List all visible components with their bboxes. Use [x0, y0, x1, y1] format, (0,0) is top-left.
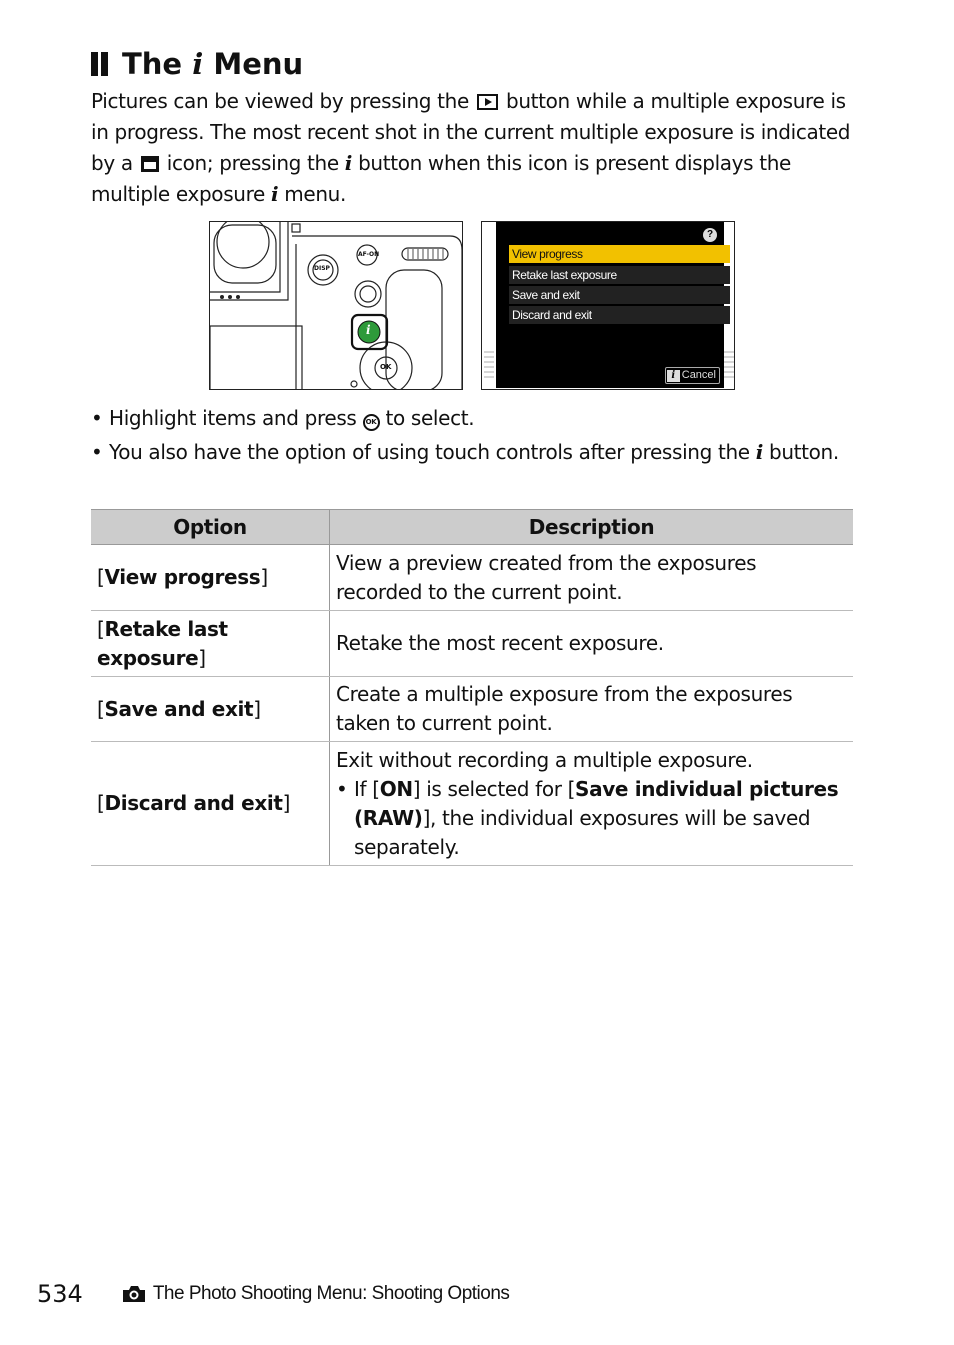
description-cell: Exit without recording a multiple exposure. • If [ON] is selected for [Save individual pictures (RAW)], the individual exposures will be saved separately. — [330, 742, 854, 866]
sub-bullet: • If [ON] is selected for [Save individual pictures (RAW)], the individual exposures will be saved separately. — [336, 776, 839, 859]
ok-button-label: OK — [380, 363, 392, 371]
multiple-exposure-icon — [141, 156, 159, 172]
options-table — [91, 509, 853, 866]
option-cell: [View progress] — [91, 545, 330, 611]
bullet-item: • You also have the option of using touch controls after pressing the i button. — [91, 440, 839, 464]
i-button-glyph: i — [192, 47, 204, 81]
menu-item-discard-and-exit[interactable]: Discard and exit — [509, 306, 730, 324]
option-cell: [Discard and exit] — [91, 742, 330, 866]
i-button-glyph: i — [344, 151, 353, 175]
description-cell: Create a multiple exposure from the exposures taken to current point. — [330, 677, 854, 742]
monitor-screen-illustration — [481, 221, 735, 390]
section-marker-icon — [91, 52, 108, 76]
option-cell: [Save and exit] — [91, 677, 330, 742]
description-cell: View a preview created from the exposures recorded to the current point. — [330, 545, 854, 611]
description-cell: Retake the most recent exposure. — [330, 611, 854, 677]
i-button-glyph: i — [755, 440, 763, 464]
table-row — [91, 611, 853, 677]
disp-button-label: DISP — [314, 265, 330, 272]
menu-item-view-progress[interactable]: View progress — [509, 245, 730, 263]
column-header-option: Option — [91, 510, 330, 545]
column-header-description: Description — [330, 510, 854, 545]
camera-back-illustration — [209, 221, 463, 390]
page-number: 534 — [37, 1280, 83, 1308]
playback-button-icon — [477, 94, 498, 110]
camera-icon — [121, 1284, 147, 1304]
option-cell: [Retake last exposure] — [91, 611, 330, 677]
i-button-glyph: i — [667, 370, 680, 382]
camera-body-drawing — [210, 222, 463, 390]
af-on-button-label: AF-ON — [358, 251, 380, 258]
table-row — [91, 677, 853, 742]
help-icon: ? — [703, 228, 717, 242]
intro-paragraph: Pictures can be viewed by pressing the button while a multiple exposure is in progress. The most recent shot in the current multiple exposure is indicated by a icon; pressing the i button when this icon is present displays the multiple exposure i menu. — [91, 89, 851, 206]
table-row — [91, 742, 853, 866]
table-row — [91, 545, 853, 611]
i-button-label: i — [366, 323, 371, 337]
page-footer — [37, 1276, 509, 1312]
instruction-bullets — [91, 403, 861, 471]
menu-item-save-and-exit[interactable]: Save and exit — [509, 286, 730, 304]
page-heading: The i Menu — [91, 42, 303, 86]
bullet-item: • Highlight items and press OK to select. — [91, 406, 475, 430]
section-title: The Photo Shooting Menu: Shooting Options — [152, 1283, 510, 1304]
monitor-screen — [496, 222, 724, 388]
cancel-button[interactable] — [665, 367, 720, 384]
ok-button-icon: OK — [363, 414, 380, 431]
table-header-row — [91, 510, 853, 545]
cancel-label: Cancel — [681, 369, 716, 381]
i-button-glyph: i — [271, 182, 279, 206]
menu-item-retake-last-exposure[interactable]: Retake last exposure — [509, 266, 730, 284]
